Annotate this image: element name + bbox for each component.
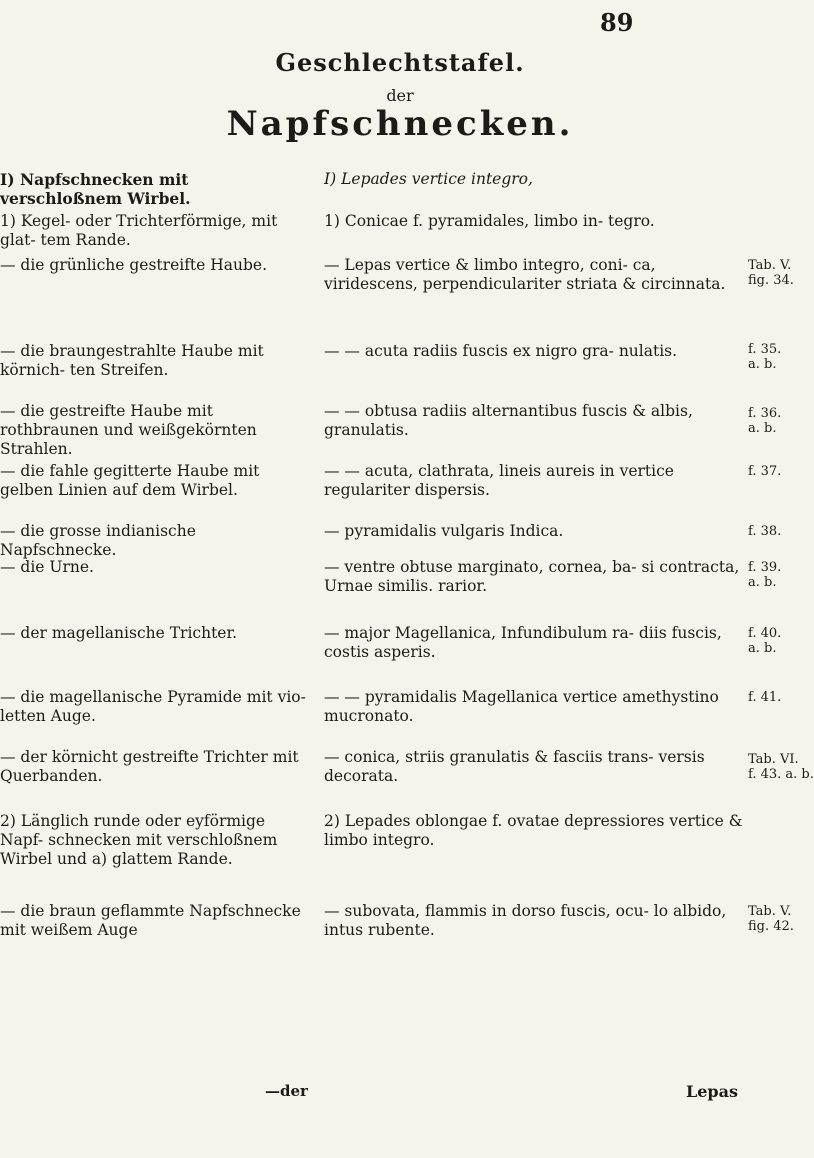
entry-latin: — subovata, flammis in dorso fuscis, ocu- lo albido, intus rubente.: [324, 902, 727, 939]
entry-german: — der magellanische Trichter.: [0, 624, 238, 642]
plate-reference: f. 37.: [748, 464, 782, 479]
entry-german: — die grünliche gestreifte Haube.: [0, 256, 268, 274]
plate-reference: f. 41.: [748, 690, 782, 705]
entry-german: — die gestreifte Haube mit rothbraunen und weißgekörnten Strahlen.: [0, 402, 257, 458]
entry-german: 1) Kegel- oder Trichterförmige, mit glat- tem Rande.: [0, 212, 278, 249]
entry-german: — die braungestrahlte Haube mit körnich- ten Streifen.: [0, 342, 264, 379]
entry-german: — die Urne.: [0, 558, 94, 576]
page-number: 89: [600, 8, 634, 37]
plate-reference: Tab. VI. f. 43. a. b.: [748, 752, 814, 782]
section-title-latin: I) Lepades vertice integro,: [324, 170, 533, 188]
entry-german: — die magellanische Pyramide mit vio- letten Auge.: [0, 688, 306, 725]
header-connector: der: [386, 86, 414, 105]
entry-latin: 2) Lepades oblongae f. ovatae depressiores vertice & limbo integro.: [324, 812, 743, 849]
entry-latin: — Lepas vertice & limbo integro, coni- ca, viridescens, perpendiculariter striata & circinnata.: [324, 256, 726, 293]
entry-latin: 1) Conicae f. pyramidales, limbo in- tegro.: [324, 212, 655, 230]
plate-reference: f. 39. a. b.: [748, 560, 782, 590]
entry-latin: — — acuta radiis fuscis ex nigro gra- nulatis.: [324, 342, 678, 360]
entry-german: — der körnicht gestreifte Trichter mit Querbanden.: [0, 748, 299, 785]
entry-latin: — pyramidalis vulgaris Indica.: [324, 522, 564, 540]
plate-reference: f. 38.: [748, 524, 782, 539]
entry-latin: — — pyramidalis Magellanica vertice amethystino mucronato.: [324, 688, 719, 725]
plate-reference: Tab. V. fig. 34.: [748, 258, 794, 288]
entry-latin: — ventre obtuse marginato, cornea, ba- si contracta, Urnae similis. rarior.: [324, 558, 740, 595]
entry-latin: — conica, striis granulatis & fasciis trans- versis decorata.: [324, 748, 705, 785]
entry-german: — die fahle gegitterte Haube mit gelben Linien auf dem Wirbel.: [0, 462, 260, 499]
catchword-right: Lepas: [686, 1082, 738, 1101]
plate-reference: f. 35. a. b.: [748, 342, 782, 372]
entry-german: — die grosse indianische Napfschnecke.: [0, 522, 196, 559]
plate-reference: f. 36. a. b.: [748, 406, 782, 436]
entry-latin: — — obtusa radiis alternantibus fuscis & albis, granulatis.: [324, 402, 693, 439]
plate-reference: Tab. V. fig. 42.: [748, 904, 794, 934]
header-title: Geschlechtstafel.: [275, 48, 525, 77]
catchword-left: —der: [265, 1082, 308, 1100]
plate-reference: f. 40. a. b.: [748, 626, 782, 656]
section-title-german: I) Napfschnecken mit verschloßnem Wirbel.: [0, 170, 191, 208]
entry-latin: — major Magellanica, Infundibulum ra- diis fuscis, costis asperis.: [324, 624, 722, 661]
entry-german: 2) Länglich runde oder eyförmige Napf- schnecken mit verschloßnem Wirbel und a) glattem Rande.: [0, 812, 278, 868]
entry-latin: — — acuta, clathrata, lineis aureis in vertice regulariter dispersis.: [324, 462, 674, 499]
header-subject: Napfschnecken.: [226, 104, 574, 144]
entry-german: — die braun geflammte Napfschnecke mit weißem Auge: [0, 902, 301, 939]
